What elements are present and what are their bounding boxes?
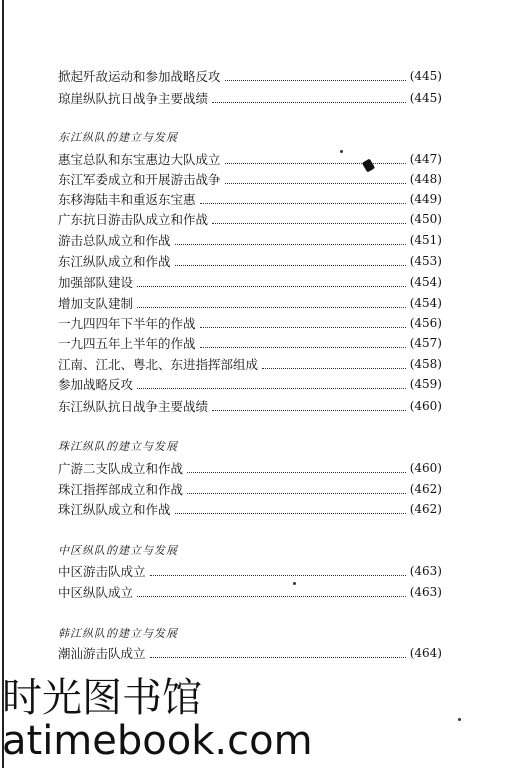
toc-leader-dots [212, 215, 406, 224]
toc-entry-title: 中区游击队成立 [58, 564, 146, 579]
toc-leader-dots [175, 257, 406, 266]
toc-entry[interactable] [58, 230, 442, 250]
toc-leader-dots [200, 319, 406, 328]
toc-entry-page: (463) [409, 585, 442, 599]
toc-leader-dots [175, 236, 406, 245]
toc-entry-title: 琼崖纵队抗日战争主要战绩 [58, 91, 209, 106]
toc-entry-title: 游击总队成立和作战 [58, 233, 171, 248]
toc-entry-page: (460) [409, 461, 442, 475]
toc-entry-page: (462) [409, 482, 442, 496]
toc-leader-dots [150, 649, 406, 658]
toc-entry-title: 惠宝总队和东宝惠边大队成立 [58, 152, 221, 167]
toc-entry-page: (451) [409, 233, 442, 247]
toc-entry-title: 掀起歼敌运动和参加战略反攻 [58, 69, 221, 84]
toc-entry-title: 东江纵队抗日战争主要战绩 [58, 399, 209, 414]
scan-speck [293, 582, 296, 585]
toc-entry-title: 东移海陆丰和重返东宝惠 [58, 192, 196, 207]
toc-entry-title: 参加战略反攻 [58, 377, 134, 392]
section-heading: 东江纵队的建立与发展 [58, 131, 178, 144]
toc-entry-title: 东江纵队成立和作战 [58, 254, 171, 269]
toc-entry-title: 东江军委成立和开展游击战争 [58, 172, 221, 187]
toc-entry-title: 加强部队建设 [58, 275, 134, 290]
toc-entry-title: 广游二支队成立和作战 [58, 461, 184, 476]
toc-leader-dots [200, 339, 406, 348]
toc-leader-dots [262, 360, 406, 369]
watermark-line1: 时光图书馆 [2, 675, 202, 721]
toc-entry-page: (456) [409, 316, 442, 330]
toc-entry[interactable] [58, 88, 442, 108]
toc-entry-page: (457) [409, 336, 442, 350]
toc-leader-dots [212, 94, 406, 103]
toc-entry-title: 广东抗日游击队成立和作战 [58, 212, 209, 227]
toc-entry[interactable] [58, 561, 442, 581]
toc-leader-dots [225, 155, 406, 164]
toc-entry-page: (458) [409, 357, 442, 371]
toc-entry-page: (449) [409, 192, 442, 206]
toc-entry-title: 潮汕游击队成立 [58, 646, 146, 661]
toc-entry-page: (463) [409, 564, 442, 578]
toc-leader-dots [137, 588, 406, 597]
toc-leader-dots [137, 380, 406, 389]
toc-entry[interactable] [58, 169, 442, 189]
toc-entry-page: (448) [409, 172, 442, 186]
toc-leader-dots [225, 175, 406, 184]
toc-entry[interactable] [58, 333, 442, 353]
toc-leader-dots [187, 464, 406, 473]
toc-entry-page: (453) [409, 254, 442, 268]
toc-leader-dots [137, 278, 406, 287]
toc-entry-title: 一九四五年上半年的作战 [58, 336, 196, 351]
toc-leader-dots [212, 402, 406, 411]
toc-entry-page: (459) [409, 377, 442, 391]
toc-leader-dots [175, 505, 406, 514]
toc-entry[interactable] [58, 66, 442, 86]
toc-entry[interactable] [58, 313, 442, 333]
toc-leader-dots [187, 485, 406, 494]
toc-entry[interactable] [58, 293, 442, 313]
toc-entry-page: (450) [409, 212, 442, 226]
toc-entry-title: 珠江指挥部成立和作战 [58, 482, 184, 497]
toc-entry[interactable] [58, 479, 442, 499]
section-heading: 韩江纵队的建立与发展 [58, 627, 178, 640]
toc-entry-page: (447) [409, 152, 442, 166]
toc-leader-dots [150, 567, 406, 576]
toc-entry[interactable] [58, 189, 442, 209]
toc-entry[interactable] [58, 582, 442, 602]
toc-entry[interactable] [58, 499, 442, 519]
section-heading: 珠江纵队的建立与发展 [58, 440, 178, 453]
toc-entry-page: (454) [409, 275, 442, 289]
toc-entry-page: (445) [409, 91, 442, 105]
toc-leader-dots [137, 299, 406, 308]
watermark-line2: atimebook.com [2, 718, 313, 764]
toc-entry[interactable] [58, 209, 442, 229]
toc-entry-title: 江南、江北、粤北、东进指挥部组成 [58, 357, 259, 372]
scan-speck [458, 718, 461, 721]
toc-entry-page: (454) [409, 296, 442, 310]
toc-entry[interactable] [58, 251, 442, 271]
toc-leader-dots [225, 72, 406, 81]
section-heading: 中区纵队的建立与发展 [58, 544, 178, 557]
toc-entry-page: (462) [409, 502, 442, 516]
toc-leader-dots [200, 195, 406, 204]
toc-entry-title: 一九四四年下半年的作战 [58, 316, 196, 331]
toc-entry-page: (460) [409, 399, 442, 413]
toc-entry-title: 珠江纵队成立和作战 [58, 502, 171, 517]
toc-entry[interactable] [58, 272, 442, 292]
toc-entry[interactable] [58, 354, 442, 374]
toc-entry-title: 中区纵队成立 [58, 585, 134, 600]
toc-entry[interactable] [58, 458, 442, 478]
toc-entry[interactable] [58, 149, 442, 169]
toc-entry[interactable] [58, 396, 442, 416]
toc-entry-page: (445) [409, 69, 442, 83]
toc-entry[interactable] [58, 643, 442, 663]
toc-entry-page: (464) [409, 646, 442, 660]
toc-entry-title: 增加支队建制 [58, 296, 134, 311]
toc-entry[interactable] [58, 374, 442, 394]
scan-speck [340, 150, 343, 153]
